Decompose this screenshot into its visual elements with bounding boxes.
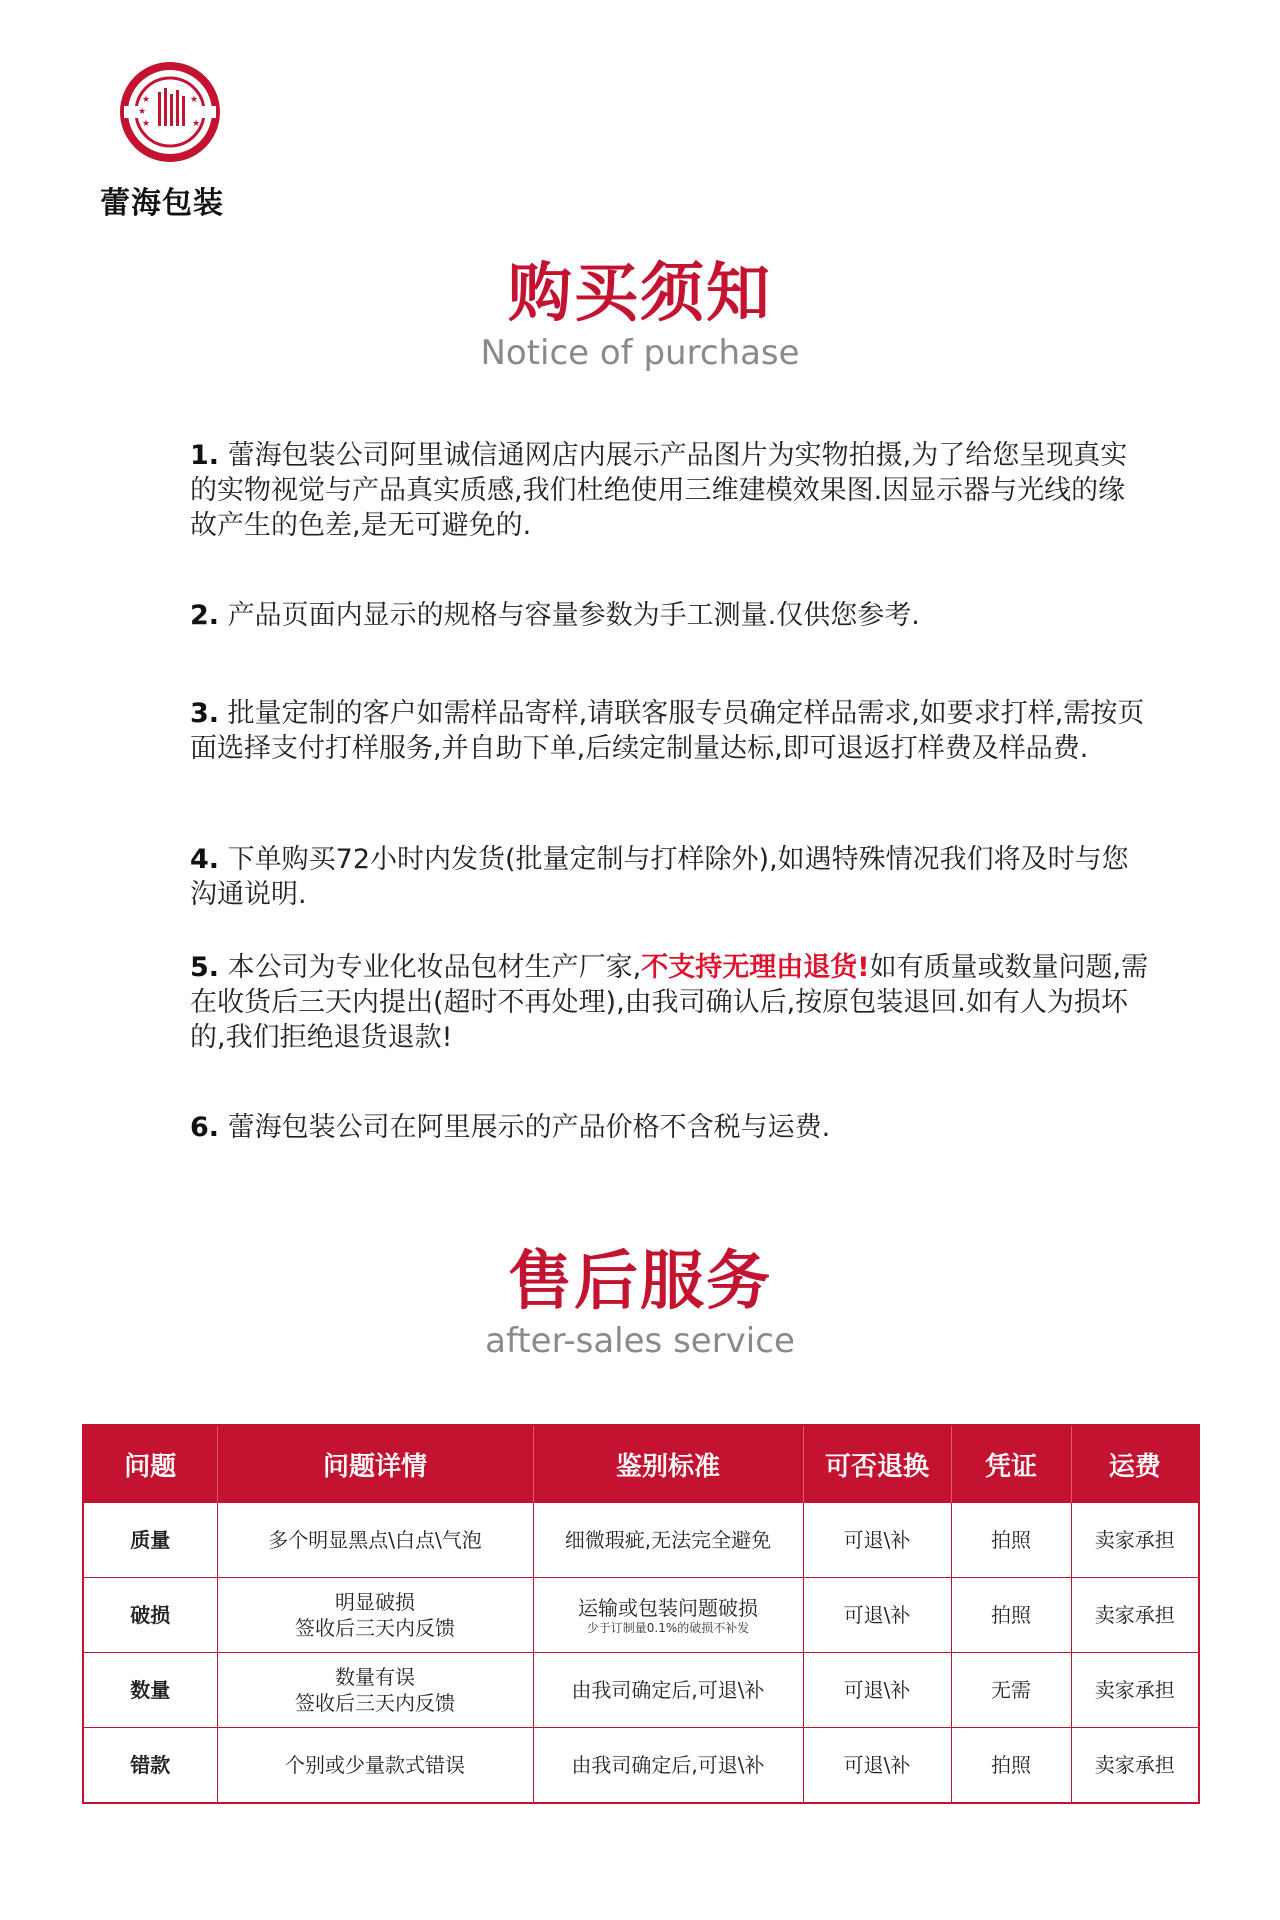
notice-subtitle: Notice of purchase [480,333,800,373]
cell-detail [217,1503,533,1578]
after-sales-heading [0,1245,1280,1361]
standard-text: 细微瑕疵,无法完全避免 [564,1528,772,1552]
table-row [83,1653,1199,1728]
cell-proof: 拍照 [951,1578,1071,1653]
brand-logo [100,62,240,222]
notice-item-5 [190,950,1150,1055]
cell-standard [533,1728,803,1804]
table-row [83,1503,1199,1578]
svg-text:★: ★ [192,119,201,129]
notice-text: 本公司为专业化妆品包材生产厂家, [227,952,642,983]
notice-item-4 [190,842,1150,912]
cell-shipping: 卖家承担 [1071,1578,1199,1653]
after-sales-subtitle: after-sales service [485,1321,795,1361]
svg-text:★: ★ [142,95,151,105]
svg-text:★: ★ [142,119,151,129]
notice-number: 5. [190,952,220,983]
brand-name: 蕾海包装 [100,186,224,221]
header-issue: 问题 [83,1425,217,1503]
notice-number: 1. [190,440,220,471]
header-proof: 凭证 [951,1425,1071,1503]
detail-line: 明显破损 [335,1590,415,1614]
cell-detail [217,1728,533,1804]
cell-standard [533,1653,803,1728]
notice-item-3 [190,696,1150,766]
notice-text: 产品页面内显示的规格与容量参数为手工测量.仅供您参考. [227,600,920,631]
notice-heading [0,257,1280,373]
header-shipping: 运费 [1071,1425,1199,1503]
notice-number: 3. [190,698,220,729]
cell-issue: 破损 [83,1578,217,1653]
leihai-logo-icon [120,62,220,162]
standard-note: 少于订制量0.1%的破损不补发 [586,1621,750,1635]
cell-proof: 无需 [951,1653,1071,1728]
notice-text: 蕾海包装公司在阿里展示的产品价格不含税与运费. [227,1112,831,1143]
detail-line: 签收后三天内反馈 [295,1691,455,1715]
svg-text:★: ★ [190,95,199,105]
table-row [83,1728,1199,1804]
notice-item-2 [190,598,1150,633]
cell-proof: 拍照 [951,1503,1071,1578]
header-returnable: 可否退换 [803,1425,951,1503]
cell-detail [217,1653,533,1728]
detail-line: 个别或少量款式错误 [285,1753,465,1777]
standard-text: 运输或包装问题破损 [578,1596,758,1620]
cell-proof: 拍照 [951,1728,1071,1804]
after-sales-title: 售后服务 [508,1245,772,1319]
detail-line: 签收后三天内反馈 [295,1616,455,1640]
notice-number: 4. [190,844,220,875]
table-header-row [83,1425,1199,1503]
notice-title: 购买须知 [508,257,772,331]
standard-text: 由我司确定后,可退\补 [571,1678,765,1702]
cell-standard [533,1503,803,1578]
cell-shipping: 卖家承担 [1071,1503,1199,1578]
notice-text: 蕾海包装公司阿里诚信通网店内展示产品图片为实物拍摄,为了给您呈现真实的实物视觉与产品真实质感,我们杜绝使用三维建模效果图.因显示器与光线的缘故产生的色差,是无可避免的. [190,440,1128,541]
notice-text: 如有质量或数量问题,需在收货后三天内提出(超时不再处理),由我司确认后,按原包装退回.如有人为损坏的,我们拒绝退货退款! [190,952,1149,1053]
cell-detail [217,1578,533,1653]
no-return-highlight: 不支持无理由退货! [641,952,870,983]
table-row [83,1578,1199,1653]
cell-issue: 错款 [83,1728,217,1804]
notice-number: 6. [190,1112,220,1143]
cell-issue: 质量 [83,1503,217,1578]
detail-line: 数量有误 [335,1665,415,1689]
notice-text: 批量定制的客户如需样品寄样,请联客服专员确定样品需求,如要求打样,需按页面选择支付打样服务,并自助下单,后续定制量达标,即可退返打样费及样品费. [190,698,1145,764]
notice-number: 2. [190,600,220,631]
cell-returnable: 可退\补 [803,1578,951,1653]
detail-line: 多个明显黑点\白点\气泡 [268,1528,482,1552]
cell-returnable: 可退\补 [803,1503,951,1578]
header-detail: 问题详情 [217,1425,533,1503]
header-standard: 鉴别标准 [533,1425,803,1503]
after-sales-table [82,1424,1200,1804]
notice-item-6 [190,1110,1150,1145]
cell-shipping: 卖家承担 [1071,1728,1199,1804]
cell-shipping: 卖家承担 [1071,1653,1199,1728]
standard-text: 由我司确定后,可退\补 [571,1753,765,1777]
cell-standard [533,1578,803,1653]
cell-returnable: 可退\补 [803,1728,951,1804]
notice-item-1 [190,438,1150,543]
cell-returnable: 可退\补 [803,1653,951,1728]
cell-issue: 数量 [83,1653,217,1728]
svg-text:★: ★ [138,107,147,117]
notice-text: 下单购买72小时内发货(批量定制与打样除外),如遇特殊情况我们将及时与您沟通说明. [190,844,1129,910]
